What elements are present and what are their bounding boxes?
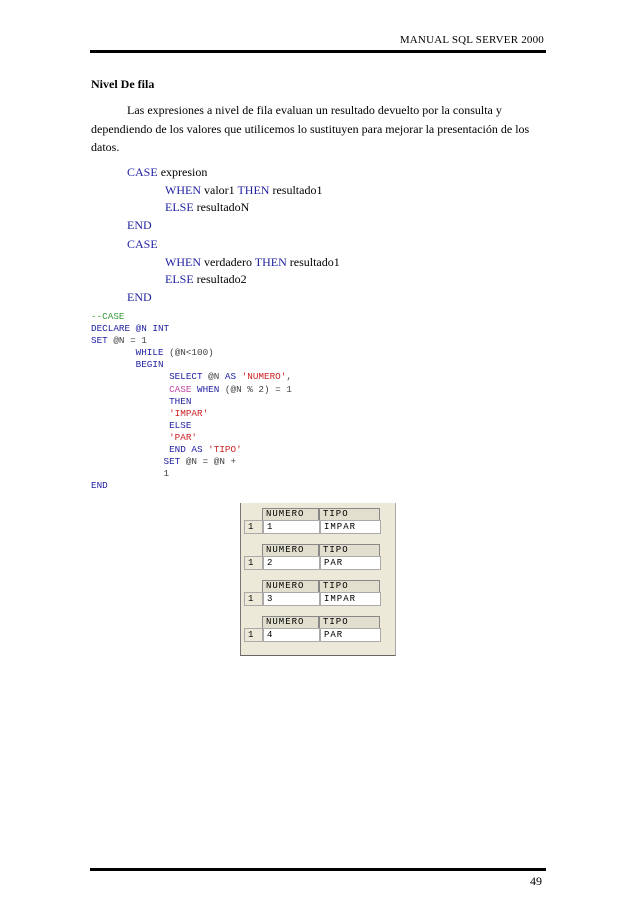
code-token: @N	[130, 323, 153, 335]
case-syntax-simple	[0, 164, 322, 234]
column-header-numero[interactable]: NUMERO	[262, 544, 319, 557]
code-token: WHEN	[191, 383, 220, 395]
code-token: @N = @N +	[180, 456, 237, 468]
code-token: ELSE	[91, 419, 192, 431]
row-number: 1	[244, 520, 263, 534]
code-token: THEN	[91, 395, 192, 407]
column-header-tipo[interactable]: TIPO	[319, 616, 380, 629]
column-header-tipo[interactable]: TIPO	[319, 580, 380, 593]
code-token: CASE	[91, 383, 192, 395]
cell-numero[interactable]: 1	[263, 520, 320, 534]
code-token: SET	[91, 456, 181, 468]
kw-else: ELSE	[165, 200, 194, 215]
code-token: BEGIN	[91, 359, 164, 371]
kw-when: WHEN	[165, 182, 201, 197]
kw-end: END	[127, 289, 152, 304]
syntax-text: resultado1	[286, 254, 340, 269]
kw-end: END	[127, 217, 152, 232]
syntax-text: resultado1	[269, 182, 323, 197]
code-token: ,	[286, 371, 292, 383]
result-grid	[240, 539, 396, 575]
code-token: WHILE	[91, 347, 164, 359]
cell-numero[interactable]: 2	[263, 556, 320, 570]
grid-row[interactable]	[244, 592, 381, 606]
header-rule	[90, 50, 546, 53]
syntax-text: resultado2	[193, 272, 247, 287]
column-header-numero[interactable]: NUMERO	[262, 508, 319, 521]
kw-case: CASE	[127, 165, 158, 179]
row-number: 1	[244, 556, 263, 570]
grid-row[interactable]	[244, 556, 381, 570]
code-token: (@N % 2) = 1	[219, 383, 292, 395]
running-header: MANUAL SQL SERVER 2000	[399, 34, 544, 46]
column-header-tipo[interactable]: TIPO	[319, 544, 380, 557]
code-comment: --CASE	[91, 311, 125, 322]
kw-else: ELSE	[165, 272, 194, 287]
row-number: 1	[244, 592, 263, 606]
code-token: 'TIPO'	[202, 444, 242, 456]
footer-rule	[90, 868, 546, 871]
code-token: END AS	[91, 444, 203, 456]
code-token: 'IMPAR'	[91, 407, 209, 419]
result-grid	[240, 503, 396, 539]
cell-numero[interactable]: 4	[263, 628, 320, 642]
row-number: 1	[244, 628, 263, 642]
result-grid	[240, 575, 396, 611]
code-token: AS	[224, 371, 237, 383]
page-number: 49	[530, 874, 542, 888]
cell-tipo[interactable]: IMPAR	[320, 592, 381, 606]
column-header-numero[interactable]: NUMERO	[262, 580, 319, 593]
grid-row[interactable]	[244, 520, 381, 534]
syntax-text: valor1	[201, 182, 238, 197]
result-grid	[240, 611, 396, 647]
syntax-text: verdadero	[201, 254, 255, 269]
query-results	[240, 503, 396, 656]
syntax-text: resultadoN	[193, 200, 250, 215]
cell-tipo[interactable]: IMPAR	[320, 520, 381, 534]
code-token: @N = 1	[107, 335, 147, 347]
column-header-numero[interactable]: NUMERO	[262, 616, 319, 629]
cell-tipo[interactable]: PAR	[320, 556, 381, 570]
sql-code-block	[91, 311, 292, 492]
kw-then: THEN	[254, 254, 287, 269]
intro-paragraph: Las expresiones a nivel de fila evaluan un resultado devuelto por la consulta y dependiendo de los valores que utilicemos lo sustituyen para mejorar la presentación de los datos.	[91, 103, 530, 155]
kw-case: CASE	[127, 237, 158, 251]
grid-row[interactable]	[244, 628, 381, 642]
code-token: END	[91, 480, 108, 492]
kw-when: WHEN	[165, 254, 201, 269]
code-token: 1	[91, 468, 170, 480]
code-token: @N	[202, 371, 225, 383]
code-token: SET	[91, 335, 108, 347]
code-token: INT	[152, 323, 170, 335]
code-token: SELECT	[91, 371, 203, 383]
column-header-tipo[interactable]: TIPO	[319, 508, 380, 521]
code-token: (@N<100)	[163, 347, 214, 359]
section-title: Nivel De fila	[91, 77, 155, 91]
syntax-text: expresion	[157, 165, 208, 179]
cell-tipo[interactable]: PAR	[320, 628, 381, 642]
cell-numero[interactable]: 3	[263, 592, 320, 606]
code-token: DECLARE	[91, 323, 131, 335]
case-syntax-searched	[0, 236, 340, 306]
kw-then: THEN	[237, 182, 270, 197]
code-token: 'PAR'	[91, 431, 198, 443]
grid-bottom-edge	[240, 647, 396, 656]
code-token: 'NUMERO'	[236, 371, 287, 383]
